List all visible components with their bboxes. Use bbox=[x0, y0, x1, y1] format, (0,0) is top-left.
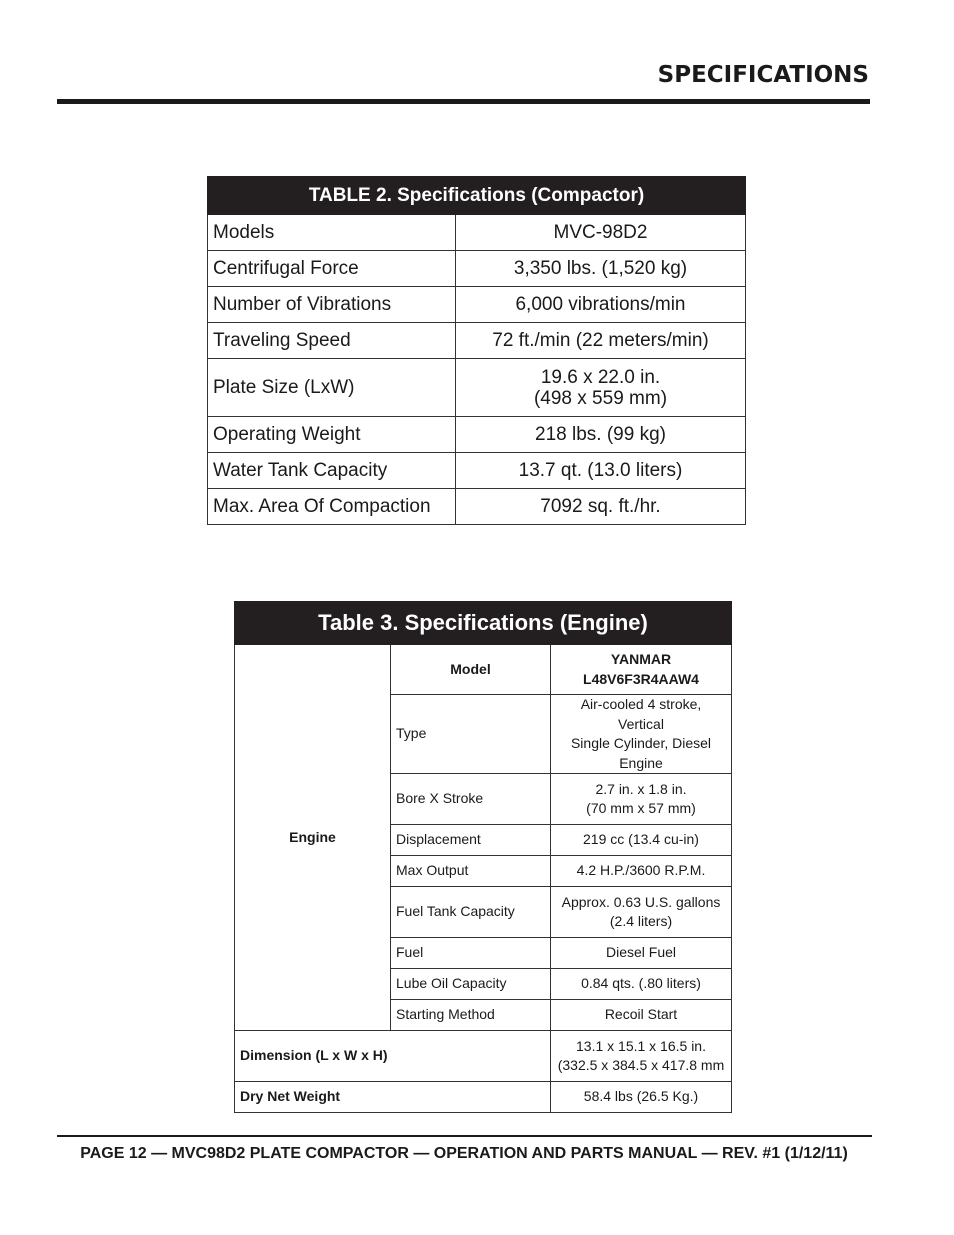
spec-label: Starting Method bbox=[391, 1000, 551, 1031]
value-line: 219 cc (13.4 cu-in) bbox=[583, 831, 699, 848]
value-line: 3,350 lbs. (1,520 kg) bbox=[513, 257, 688, 279]
spec-label: Max. Area Of Compaction bbox=[208, 489, 456, 525]
value-line: Recoil Start bbox=[604, 1006, 678, 1023]
table3-title: Table 3. Specifications (Engine) bbox=[235, 602, 732, 645]
value-line: 7092 sq. ft./hr. bbox=[540, 495, 661, 517]
value-line: MVC-98D2 bbox=[553, 221, 648, 243]
spec-value bbox=[551, 1082, 732, 1113]
value-line: 13.1 x 15.1 x 16.5 in. bbox=[576, 1037, 706, 1054]
value-line: 19.6 x 22.0 in. bbox=[540, 366, 661, 388]
spec-value bbox=[551, 1000, 732, 1031]
value-line: L48V6F3R4AAW4 bbox=[583, 670, 699, 687]
spec-label: Models bbox=[208, 215, 456, 251]
spec-value bbox=[551, 938, 732, 969]
spec-value bbox=[456, 287, 746, 323]
spec-label: Displacement bbox=[391, 825, 551, 856]
spec-label: Plate Size (LxW) bbox=[208, 359, 456, 417]
spec-label: Bore X Stroke bbox=[391, 774, 551, 825]
spec-label: Dry Net Weight bbox=[235, 1082, 551, 1113]
spec-label: Fuel Tank Capacity bbox=[391, 887, 551, 938]
spec-value bbox=[551, 1031, 732, 1082]
spec-value bbox=[551, 645, 732, 695]
page-footer: PAGE 12 — MVC98D2 PLATE COMPACTOR — OPERATION AND PARTS MANUAL — REV. #1 (1/12/11) bbox=[80, 1145, 848, 1162]
spec-value bbox=[551, 825, 732, 856]
value-line: 0.84 qts. (.80 liters) bbox=[581, 975, 701, 992]
table-row bbox=[208, 417, 746, 453]
engine-specs-table bbox=[234, 601, 732, 1113]
value-line: YANMAR bbox=[610, 651, 672, 667]
value-line: (332.5 x 384.5 x 417.8 mm bbox=[557, 1057, 725, 1073]
value-line: 58.4 lbs (26.5 Kg.) bbox=[583, 1088, 699, 1105]
value-line: 218 lbs. (99 kg) bbox=[535, 423, 666, 445]
value-line: 13.7 qt. (13.0 liters) bbox=[518, 459, 683, 481]
value-line: (70 mm x 57 mm) bbox=[586, 800, 696, 816]
table2-title: TABLE 2. Specifications (Compactor) bbox=[208, 177, 746, 215]
spec-label: Centrifugal Force bbox=[208, 251, 456, 287]
value-line: Single Cylinder, Diesel bbox=[570, 735, 712, 751]
value-line: Diesel Fuel bbox=[605, 944, 677, 961]
value-line: (2.4 liters) bbox=[609, 913, 673, 929]
value-line: Approx. 0.63 U.S. gallons bbox=[561, 893, 721, 910]
spec-value bbox=[456, 359, 746, 417]
spec-label: Max Output bbox=[391, 856, 551, 887]
section-title: SPECIFICATIONS bbox=[657, 62, 869, 88]
engine-group-label: Engine bbox=[235, 645, 391, 1031]
spec-value bbox=[456, 251, 746, 287]
spec-value bbox=[456, 417, 746, 453]
value-line: 72 ft./min (22 meters/min) bbox=[492, 329, 709, 351]
value-line: (498 x 559 mm) bbox=[533, 387, 668, 409]
spec-value bbox=[456, 215, 746, 251]
table-row bbox=[208, 453, 746, 489]
compactor-specs-table bbox=[207, 176, 746, 525]
spec-value bbox=[551, 969, 732, 1000]
table-row bbox=[235, 1031, 732, 1082]
spec-label: Water Tank Capacity bbox=[208, 453, 456, 489]
table-row bbox=[208, 489, 746, 525]
table-row bbox=[208, 287, 746, 323]
spec-label: Model bbox=[391, 645, 551, 695]
table-row bbox=[235, 1082, 732, 1113]
spec-label: Number of Vibrations bbox=[208, 287, 456, 323]
spec-value bbox=[456, 489, 746, 525]
header-rule bbox=[57, 99, 870, 104]
value-line: 4.2 H.P./3600 R.P.M. bbox=[576, 862, 706, 879]
table-row bbox=[208, 323, 746, 359]
table-row bbox=[208, 251, 746, 287]
table-row bbox=[208, 215, 746, 251]
footer-rule bbox=[57, 1135, 872, 1137]
value-line: 2.7 in. x 1.8 in. bbox=[595, 780, 687, 797]
spec-label: Traveling Speed bbox=[208, 323, 456, 359]
spec-label: Dimension (L x W x H) bbox=[235, 1031, 551, 1082]
value-line: Air-cooled 4 stroke, Vertical bbox=[580, 696, 702, 732]
spec-label: Type bbox=[391, 695, 551, 774]
spec-value bbox=[551, 887, 732, 938]
spec-value bbox=[456, 453, 746, 489]
table-row bbox=[208, 359, 746, 417]
value-line: Engine bbox=[619, 754, 663, 771]
spec-value bbox=[551, 856, 732, 887]
spec-value bbox=[551, 695, 732, 774]
table-row bbox=[235, 645, 732, 695]
spec-label: Fuel bbox=[391, 938, 551, 969]
spec-label: Lube Oil Capacity bbox=[391, 969, 551, 1000]
spec-value bbox=[456, 323, 746, 359]
value-line: 6,000 vibrations/min bbox=[515, 293, 686, 315]
spec-label: Operating Weight bbox=[208, 417, 456, 453]
spec-value bbox=[551, 774, 732, 825]
